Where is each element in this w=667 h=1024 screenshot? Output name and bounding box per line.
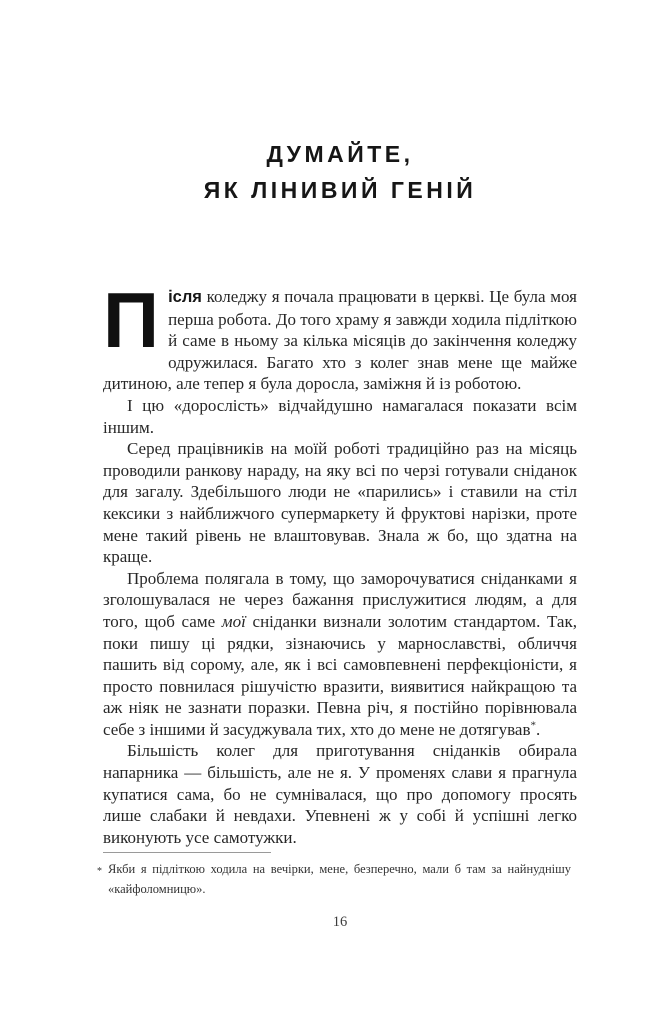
paragraph-1-bold-lead: ісля xyxy=(168,288,202,306)
footnote-marker: * xyxy=(97,866,102,877)
paragraph-4-tail: . xyxy=(535,719,541,739)
paragraph-1-text: коледжу я почала працювати в церкві. Це була моя перша робота. До того храму я завжди ходила підліткою й саме в ньому за кілька місяців до закінчення коледжу одружилася. Багато хто з колег знав мене ще майже дитиною, але тепер я була доросла, заміжня й із роботою. xyxy=(103,287,577,394)
footnote xyxy=(97,860,571,899)
paragraph-5: Більшість колег для приготування сніданків обирала напарника — більшість, але не я. У променях слави я прагнула купатися сама, бо не сумнівалася, що про допомогу просять лише слабаки й невдахи. Упевнені ж у собі й успішні легко виконують усе самотужки. xyxy=(103,741,577,847)
paragraph-1 xyxy=(103,276,577,395)
paragraph-4 xyxy=(103,568,577,741)
paragraph-2: І цю «дорослість» відчайдушно намагалася показати всім іншим. xyxy=(103,395,577,437)
body-text xyxy=(103,276,577,848)
footnote-reference-asterisk: * xyxy=(530,719,536,732)
footnote-separator-rule xyxy=(103,852,271,853)
footnote-text: Якби я підліткою ходила на вечірки, мене, безперечно, мали б там за найнуднішу «кайфоломницю». xyxy=(108,862,571,896)
page-number: 16 xyxy=(332,914,348,930)
chapter-title-line-2: ЯК ЛІНИВИЙ ГЕНІЙ xyxy=(203,177,477,203)
chapter-title xyxy=(103,136,577,208)
dropcap-letter: П xyxy=(103,276,160,364)
paragraph-4-italic-word: мої xyxy=(221,611,246,631)
paragraph-4-text-after: сніданки визнали золотим стандартом. Так, поки пишу ці рядки, зізнаючись у марнославстві, обличчя пашить від сорому, але, як і всі самовпевнені перфекціоністи, я просто повнилася рішучістю вразити, виявитися найкращою та аж ніяк не зазнати поразки. Певна річ, я постійно порівнювала себе з іншими й засуджувала тих, хто до мене не дотягував xyxy=(103,611,577,739)
chapter-title-line-1: ДУМАЙТЕ, xyxy=(266,141,414,167)
paragraph-4-text-before: Проблема полягала в тому, що заморочуватися сніданками я зголошувалася не через бажання прислужитися людям, а для того, щоб саме xyxy=(103,568,577,631)
paragraph-3: Серед працівників на моїй роботі традиційно раз на місяць проводили ранкову нараду, на яку всі по черзі готували сніданок для загалу. Здебільшого люди не «парились» і ставили на стіл кексики з найближчого супермаркету й фруктові нарізки, проте мене такий рівень не влаштовував. Знала ж бо, що здатна на краще. xyxy=(103,439,577,567)
